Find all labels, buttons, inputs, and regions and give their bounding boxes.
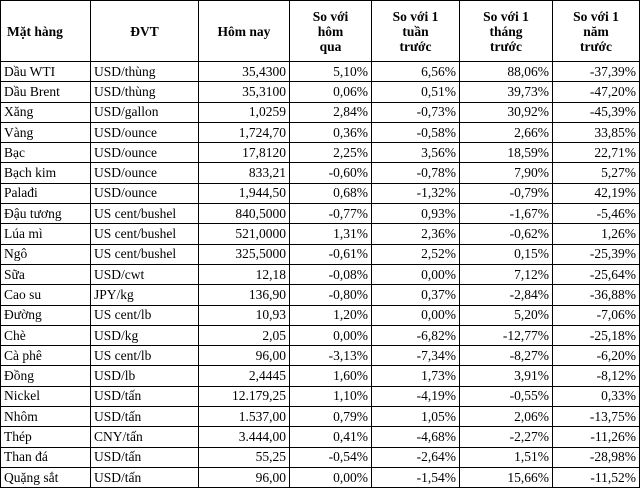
vs-month-cell: 39,73% <box>460 82 553 102</box>
vs-week-cell: -2,64% <box>372 447 460 467</box>
vs-yesterday-cell: 0,41% <box>290 427 372 447</box>
vs-month-cell: -2,27% <box>460 427 553 447</box>
vs-yesterday-cell: -0,60% <box>290 163 372 183</box>
vs-yesterday-cell: 2,25% <box>290 143 372 163</box>
header-today-label: Hôm nay <box>217 23 271 39</box>
vs-month-cell: 15,66% <box>460 467 553 487</box>
today-price-cell: 833,21 <box>199 163 290 183</box>
unit-cell: USD/ounce <box>91 163 199 183</box>
vs-month-cell: 0,15% <box>460 244 553 264</box>
table-row <box>1 325 640 345</box>
vs-year-cell: -13,75% <box>553 407 640 427</box>
header-vs-month-line1: So với 1 <box>483 8 529 24</box>
vs-week-cell: -7,34% <box>372 346 460 366</box>
vs-month-cell: -0,79% <box>460 183 553 203</box>
today-price-cell: 12.179,25 <box>199 386 290 406</box>
vs-yesterday-cell: -0,61% <box>290 244 372 264</box>
vs-week-cell: -6,82% <box>372 325 460 345</box>
vs-week-cell: 0,00% <box>372 305 460 325</box>
vs-yesterday-cell: 1,10% <box>290 386 372 406</box>
header-vs-year-line2: năm <box>583 23 609 39</box>
commodity-cell: Bạch kim <box>1 163 91 183</box>
commodity-cell: Dầu WTI <box>1 62 91 82</box>
header-vs-year-line3: trước <box>579 38 613 54</box>
vs-month-cell: -12,77% <box>460 325 553 345</box>
commodity-cell: Quặng sắt <box>1 467 91 487</box>
unit-cell: USD/ounce <box>91 122 199 142</box>
vs-week-cell: -4,19% <box>372 386 460 406</box>
unit-cell: US cent/bushel <box>91 204 199 224</box>
header-vs-month-line2: tháng <box>489 23 523 39</box>
commodity-cell: Đường <box>1 305 91 325</box>
vs-year-cell: 22,71% <box>553 143 640 163</box>
today-price-cell: 10,93 <box>199 305 290 325</box>
vs-yesterday-cell: 0,79% <box>290 407 372 427</box>
vs-year-cell: 42,19% <box>553 183 640 203</box>
vs-year-cell: -36,88% <box>553 285 640 305</box>
vs-week-cell: 3,56% <box>372 143 460 163</box>
vs-year-cell: -5,46% <box>553 204 640 224</box>
vs-week-cell: -0,73% <box>372 102 460 122</box>
vs-week-cell: 0,37% <box>372 285 460 305</box>
vs-year-cell: -28,98% <box>553 447 640 467</box>
unit-cell: USD/thùng <box>91 82 199 102</box>
table-row <box>1 366 640 386</box>
unit-cell: US cent/lb <box>91 305 199 325</box>
vs-year-cell: -7,06% <box>553 305 640 325</box>
today-price-cell: 2,4445 <box>199 366 290 386</box>
vs-yesterday-cell: -0,08% <box>290 264 372 284</box>
vs-month-cell: -2,84% <box>460 285 553 305</box>
table-row <box>1 407 640 427</box>
today-price-cell: 521,0000 <box>199 224 290 244</box>
header-vs-week-line3: trước <box>399 38 432 54</box>
header-vs-year-line1: So với 1 <box>573 8 619 24</box>
vs-month-cell: -1,67% <box>460 204 553 224</box>
vs-week-cell: 1,05% <box>372 407 460 427</box>
today-price-cell: 17,8120 <box>199 143 290 163</box>
vs-yesterday-cell: -0,80% <box>290 285 372 305</box>
table-row <box>1 143 640 163</box>
table-row <box>1 82 640 102</box>
unit-cell: USD/kg <box>91 325 199 345</box>
commodity-cell: Palađi <box>1 183 91 203</box>
vs-year-cell: 0,33% <box>553 386 640 406</box>
vs-yesterday-cell: -0,77% <box>290 204 372 224</box>
commodity-cell: Thép <box>1 427 91 447</box>
vs-month-cell: 7,12% <box>460 264 553 284</box>
vs-year-cell: -8,12% <box>553 366 640 386</box>
table-row <box>1 62 640 82</box>
header-vs-month <box>460 1 553 62</box>
table-row <box>1 467 640 487</box>
header-vs-yesterday-line3: qua <box>319 38 342 54</box>
unit-cell: US cent/bushel <box>91 244 199 264</box>
header-unit <box>91 1 199 62</box>
vs-yesterday-cell: 1,31% <box>290 224 372 244</box>
header-commodity <box>1 1 91 62</box>
today-price-cell: 12,18 <box>199 264 290 284</box>
unit-cell: USD/ounce <box>91 143 199 163</box>
commodity-cell: Lúa mì <box>1 224 91 244</box>
unit-cell: US cent/bushel <box>91 224 199 244</box>
table-row <box>1 163 640 183</box>
today-price-cell: 136,90 <box>199 285 290 305</box>
vs-week-cell: 0,93% <box>372 204 460 224</box>
vs-week-cell: 1,73% <box>372 366 460 386</box>
today-price-cell: 1,944,50 <box>199 183 290 203</box>
vs-year-cell: -25,18% <box>553 325 640 345</box>
today-price-cell: 35,4300 <box>199 62 290 82</box>
vs-year-cell: -37,39% <box>553 62 640 82</box>
vs-year-cell: -11,26% <box>553 427 640 447</box>
today-price-cell: 1.537,00 <box>199 407 290 427</box>
table-body <box>1 62 640 488</box>
unit-cell: USD/thùng <box>91 62 199 82</box>
vs-year-cell: -47,20% <box>553 82 640 102</box>
commodity-cell: Xăng <box>1 102 91 122</box>
today-price-cell: 1,0259 <box>199 102 290 122</box>
unit-cell: USD/tấn <box>91 467 199 487</box>
unit-cell: US cent/lb <box>91 346 199 366</box>
unit-cell: CNY/tấn <box>91 427 199 447</box>
vs-year-cell: -45,39% <box>553 102 640 122</box>
header-vs-week <box>372 1 460 62</box>
vs-month-cell: -0,62% <box>460 224 553 244</box>
table-row <box>1 447 640 467</box>
vs-year-cell: 5,27% <box>553 163 640 183</box>
table-row <box>1 122 640 142</box>
header-vs-year <box>553 1 640 62</box>
vs-year-cell: -11,52% <box>553 467 640 487</box>
table-row <box>1 305 640 325</box>
vs-month-cell: 2,06% <box>460 407 553 427</box>
vs-year-cell: 1,26% <box>553 224 640 244</box>
today-price-cell: 55,25 <box>199 447 290 467</box>
table-row <box>1 102 640 122</box>
commodity-cell: Cà phê <box>1 346 91 366</box>
unit-cell: USD/tấn <box>91 447 199 467</box>
commodity-cell: Đồng <box>1 366 91 386</box>
vs-yesterday-cell: 1,60% <box>290 366 372 386</box>
today-price-cell: 3.444,00 <box>199 427 290 447</box>
commodity-cell: Dầu Brent <box>1 82 91 102</box>
vs-week-cell: -4,68% <box>372 427 460 447</box>
vs-week-cell: -1,54% <box>372 467 460 487</box>
vs-month-cell: 1,51% <box>460 447 553 467</box>
vs-week-cell: -0,78% <box>372 163 460 183</box>
header-row <box>1 1 640 62</box>
header-vs-week-line2: tuần <box>402 23 429 39</box>
table-row <box>1 264 640 284</box>
vs-week-cell: 0,51% <box>372 82 460 102</box>
header-today <box>199 1 290 62</box>
today-price-cell: 840,5000 <box>199 204 290 224</box>
unit-cell: USD/ounce <box>91 183 199 203</box>
unit-cell: USD/tấn <box>91 386 199 406</box>
vs-year-cell: -25,39% <box>553 244 640 264</box>
vs-week-cell: 6,56% <box>372 62 460 82</box>
vs-month-cell: 7,90% <box>460 163 553 183</box>
today-price-cell: 1,724,70 <box>199 122 290 142</box>
table-row <box>1 183 640 203</box>
vs-yesterday-cell: 2,84% <box>290 102 372 122</box>
commodity-cell: Sữa <box>1 264 91 284</box>
table-row <box>1 346 640 366</box>
commodity-cell: Đậu tương <box>1 204 91 224</box>
vs-week-cell: 0,00% <box>372 264 460 284</box>
vs-week-cell: 2,52% <box>372 244 460 264</box>
vs-month-cell: 18,59% <box>460 143 553 163</box>
vs-yesterday-cell: 0,68% <box>290 183 372 203</box>
commodity-cell: Vàng <box>1 122 91 142</box>
commodity-cell: Ngô <box>1 244 91 264</box>
vs-week-cell: 2,36% <box>372 224 460 244</box>
vs-month-cell: 30,92% <box>460 102 553 122</box>
today-price-cell: 2,05 <box>199 325 290 345</box>
header-commodity-label: Mặt hàng <box>7 23 63 39</box>
table-row <box>1 204 640 224</box>
commodity-cell: Bạc <box>1 143 91 163</box>
unit-cell: USD/gallon <box>91 102 199 122</box>
unit-cell: USD/cwt <box>91 264 199 284</box>
commodity-cell: Nickel <box>1 386 91 406</box>
vs-yesterday-cell: 0,00% <box>290 325 372 345</box>
vs-week-cell: -0,58% <box>372 122 460 142</box>
unit-cell: USD/tấn <box>91 407 199 427</box>
vs-yesterday-cell: 5,10% <box>290 62 372 82</box>
header-unit-label: ĐVT <box>130 23 159 39</box>
today-price-cell: 325,5000 <box>199 244 290 264</box>
today-price-cell: 96,00 <box>199 346 290 366</box>
vs-month-cell: 5,20% <box>460 305 553 325</box>
commodity-cell: Chè <box>1 325 91 345</box>
today-price-cell: 96,00 <box>199 467 290 487</box>
vs-yesterday-cell: 1,20% <box>290 305 372 325</box>
table-row <box>1 427 640 447</box>
vs-month-cell: 2,66% <box>460 122 553 142</box>
vs-year-cell: -25,64% <box>553 264 640 284</box>
vs-month-cell: -0,55% <box>460 386 553 406</box>
vs-yesterday-cell: -0,54% <box>290 447 372 467</box>
header-vs-yesterday <box>290 1 372 62</box>
commodity-cell: Than đá <box>1 447 91 467</box>
commodity-cell: Cao su <box>1 285 91 305</box>
commodity-cell: Nhôm <box>1 407 91 427</box>
header-vs-week-line1: So với 1 <box>392 8 439 24</box>
unit-cell: JPY/kg <box>91 285 199 305</box>
header-vs-month-line3: trước <box>489 38 523 54</box>
vs-month-cell: 3,91% <box>460 366 553 386</box>
table-row <box>1 224 640 244</box>
header-vs-yesterday-line2: hôm <box>317 23 344 39</box>
vs-month-cell: -8,27% <box>460 346 553 366</box>
table-row <box>1 285 640 305</box>
table-row <box>1 244 640 264</box>
vs-month-cell: 88,06% <box>460 62 553 82</box>
header-vs-yesterday-line1: So với <box>312 8 349 24</box>
vs-week-cell: -1,32% <box>372 183 460 203</box>
vs-yesterday-cell: 0,06% <box>290 82 372 102</box>
vs-yesterday-cell: 0,00% <box>290 467 372 487</box>
vs-year-cell: -6,20% <box>553 346 640 366</box>
vs-year-cell: 33,85% <box>553 122 640 142</box>
vs-yesterday-cell: 0,36% <box>290 122 372 142</box>
vs-yesterday-cell: -3,13% <box>290 346 372 366</box>
today-price-cell: 35,3100 <box>199 82 290 102</box>
unit-cell: USD/lb <box>91 366 199 386</box>
table-row <box>1 386 640 406</box>
